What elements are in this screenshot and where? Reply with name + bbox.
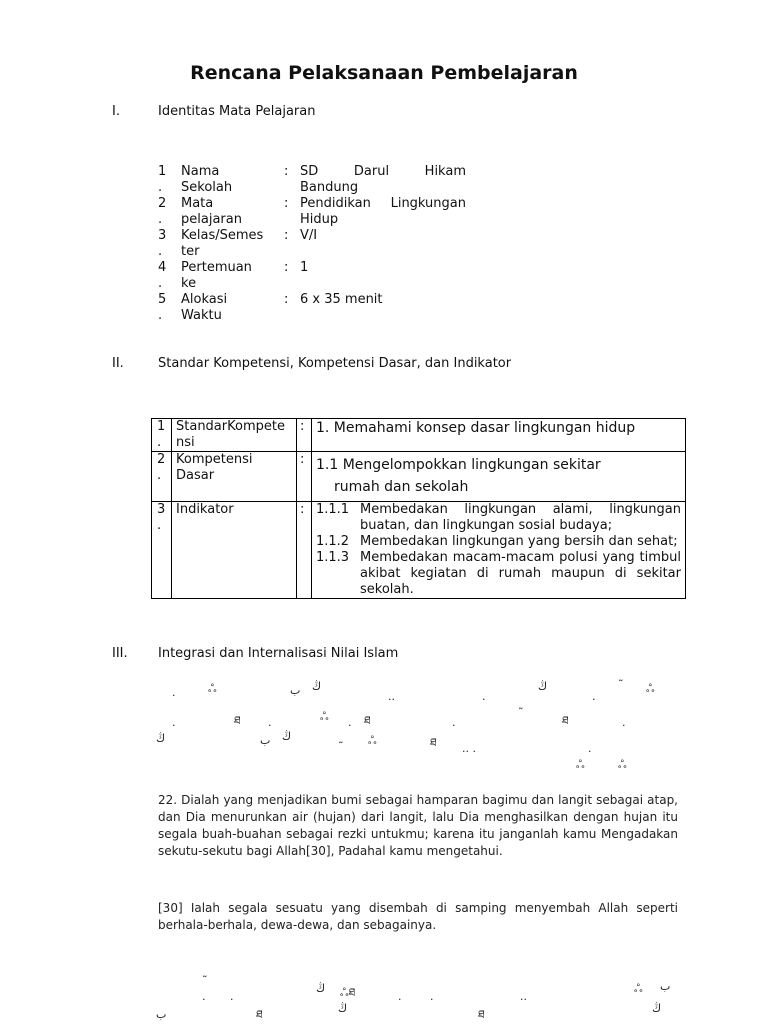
- identity-value: 1: [300, 260, 309, 275]
- table-row: [152, 452, 686, 502]
- row-colon: :: [297, 452, 312, 502]
- identity-colon: :: [284, 164, 289, 179]
- section-2-title: Standar Kompetensi, Kompetensi Dasar, dan Indikator: [158, 356, 512, 371]
- identity-value: Pendidikan Lingkungan: [300, 196, 466, 211]
- identity-number: 5: [158, 292, 167, 307]
- identity-number-dot: .: [158, 180, 163, 195]
- section-1-number: I.: [112, 104, 120, 119]
- identity-number-dot: .: [158, 212, 163, 227]
- row-label: StandarKompetensi: [172, 419, 297, 452]
- identity-label-cont: Waktu: [181, 308, 222, 323]
- basic-competency-line-2: rumah dan sekolah: [334, 479, 469, 495]
- identity-number-dot: .: [158, 276, 163, 291]
- indicator-item: 1.1.3 Membedakan macam-macam polusi yang timbul akibat kegiatan di rumah maupun di sekitar sekolah.: [316, 550, 681, 597]
- section-1-title: Identitas Mata Pelajaran: [158, 104, 316, 119]
- identity-colon: :: [284, 260, 289, 275]
- arabic-verse-image-2: ˜ . . ڭ ஃཐ . . .. ஃ ب ب ཐ ڭ ཐ ڭ: [156, 974, 671, 1021]
- section-3-title: Integrasi dan Internalisasi Nilai Islam: [158, 646, 399, 661]
- identity-label-cont: ter: [181, 244, 200, 259]
- row-colon: :: [297, 502, 312, 599]
- table-row: [152, 502, 686, 599]
- basic-competency-value: [312, 452, 686, 502]
- identity-number-dot: .: [158, 308, 163, 323]
- identity-label-cont: Sekolah: [181, 180, 233, 195]
- row-number: 3 .: [152, 502, 172, 599]
- competency-table: [151, 418, 686, 599]
- identity-number: 3: [158, 228, 167, 243]
- identity-number: 1: [158, 164, 167, 179]
- identity-label: Alokasi: [181, 292, 228, 307]
- identity-number-dot: .: [158, 244, 163, 259]
- identity-label: Kelas/Semes: [181, 228, 264, 243]
- arabic-verse-image: . ஃ ب ڭ .. . ڭ . ˜ ஃ . ཐ . ஃ . ཐ . ˜ ཐ . ڭ ب ڭ ˜ ஃ ཐ .. . . ஃ ஃ: [156, 678, 655, 771]
- identity-number: 4: [158, 260, 167, 275]
- identity-label-cont: ke: [181, 276, 197, 291]
- identity-value-cont: Hidup: [300, 212, 339, 227]
- identity-label: Pertemuan: [181, 260, 252, 275]
- indicator-item: 1.1.1 Membedakan lingkungan alami, lingkungan buatan, dan lingkungan sosial budaya;: [316, 502, 681, 533]
- row-label: Indikator: [172, 502, 297, 599]
- standard-competency-value: 1. Memahami konsep dasar lingkungan hidup: [312, 419, 686, 452]
- row-colon: :: [297, 419, 312, 452]
- identity-label-cont: pelajaran: [181, 212, 242, 227]
- indicator-item: 1.1.2 Membedakan lingkungan yang bersih dan sehat;: [316, 534, 678, 549]
- identity-value-cont: Bandung: [300, 180, 359, 195]
- indicator-list: [312, 502, 686, 599]
- identity-value: V/I: [300, 228, 318, 243]
- row-number: 2 .: [152, 452, 172, 502]
- basic-competency-line-1: 1.1 Mengelompokkan lingkungan sekitar: [316, 457, 601, 473]
- identity-value: 6 x 35 menit: [300, 292, 383, 307]
- identity-label: Nama: [181, 164, 220, 179]
- identity-number: 2: [158, 196, 167, 211]
- footnote: [30] Ialah segala sesuatu yang disembah di samping menyembah Allah seperti berhala-berhala, dewa-dewa, dan sebagainya.: [158, 901, 678, 932]
- section-2-number: II.: [112, 356, 124, 371]
- identity-colon: :: [284, 196, 289, 211]
- section-3-number: III.: [112, 646, 128, 661]
- document-title: Rencana Pelaksanaan Pembelajaran: [190, 62, 578, 84]
- identity-label: Mata: [181, 196, 214, 211]
- identity-colon: :: [284, 228, 289, 243]
- identity-colon: :: [284, 292, 289, 307]
- table-row: [152, 419, 686, 452]
- row-label: Kompetensi Dasar: [172, 452, 297, 502]
- identity-value: SD Darul Hikam: [300, 164, 466, 179]
- row-number: 1 .: [152, 419, 172, 452]
- verse-translation: 22. Dialah yang menjadikan bumi sebagai hamparan bagimu dan langit sebagai atap, dan Dia menurunkan air (hujan) dari langit, lalu Dia menghasilkan dengan hujan itu segala buah-buahan sebagai rezki untukmu; karena itu janganlah kamu Mengadakan sekutu-sekutu bagi Allah[30], Padahal kamu mengetahui.: [158, 793, 678, 858]
